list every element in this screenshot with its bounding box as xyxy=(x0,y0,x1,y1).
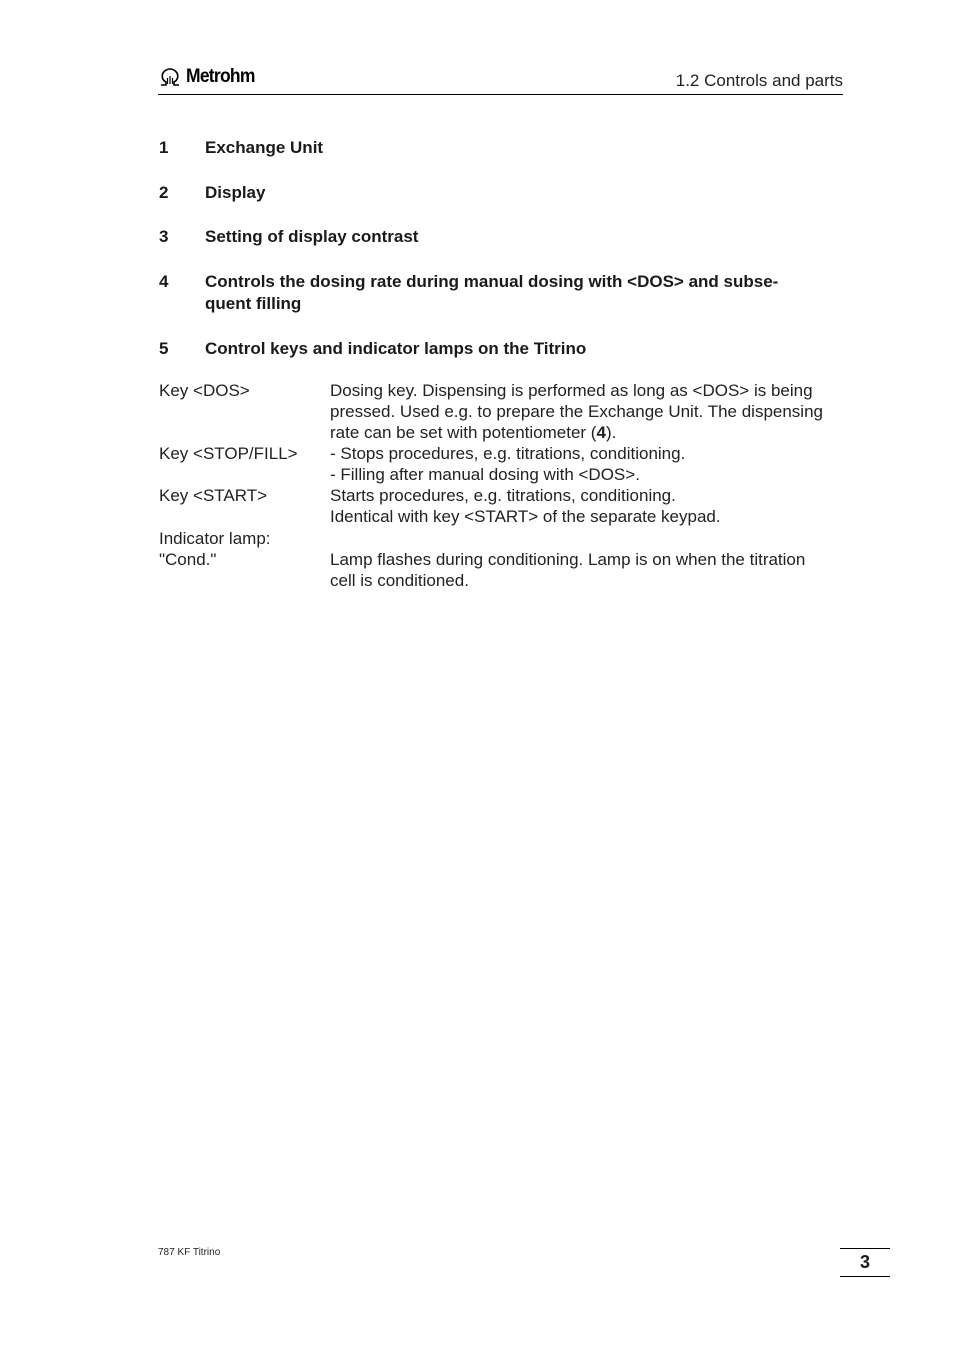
definition-row xyxy=(159,528,840,591)
description-text: ). xyxy=(605,423,617,442)
item-text: Setting of display contrast xyxy=(205,227,419,246)
definition-term: Key <START> xyxy=(159,486,268,505)
item-text: Exchange Unit xyxy=(205,138,324,157)
definition-term: Key <DOS> xyxy=(159,381,250,400)
section-title: 1.2 Controls and parts xyxy=(675,71,843,90)
description-line: pressed. Used e.g. to prepare the Exchange Unit. The dispensing xyxy=(330,402,823,421)
description-line: - Filling after manual dosing with <DOS>. xyxy=(330,465,640,484)
description-line xyxy=(330,422,840,443)
description-line: - Stops procedures, e.g. titrations, conditioning. xyxy=(330,444,686,463)
item-text: Display xyxy=(205,183,266,202)
term-line: "Cond." xyxy=(159,550,217,569)
omega-logo-icon xyxy=(158,67,182,87)
description-line: Dosing key. Dispensing is performed as long as <DOS> is being xyxy=(330,381,813,400)
definition-description xyxy=(330,443,840,485)
item-number: 1 xyxy=(159,138,169,157)
description-text: rate can be set with potentiometer ( xyxy=(330,423,597,442)
brand-logo xyxy=(158,66,261,88)
description-line: cell is conditioned. xyxy=(330,571,469,590)
item-text-line: Controls the dosing rate during manual dosing with <DOS> and subse- xyxy=(205,272,779,291)
definition-row xyxy=(159,485,840,527)
reference-number: 4 xyxy=(596,423,606,442)
definition-list xyxy=(159,380,840,591)
item-number: 5 xyxy=(159,339,169,358)
description-line: Identical with key <START> of the separate keypad. xyxy=(330,507,721,526)
definition-description xyxy=(330,485,840,527)
item-number: 3 xyxy=(159,227,169,246)
item-text-line: quent filling xyxy=(205,294,302,313)
definition-row xyxy=(159,443,840,485)
page-header xyxy=(158,66,843,95)
brand-name: Metrohm xyxy=(186,66,255,87)
definition-description xyxy=(330,528,840,591)
definition-row xyxy=(159,380,840,443)
item-text: Control keys and indicator lamps on the Titrino xyxy=(205,339,587,358)
item-number: 2 xyxy=(159,183,169,202)
footer-product: 787 KF Titrino xyxy=(158,1247,221,1258)
description-line: Lamp flashes during conditioning. Lamp is on when the titration xyxy=(330,550,806,569)
item-number: 4 xyxy=(159,272,169,291)
definition-term: Key <STOP/FILL> xyxy=(159,444,298,463)
definition-description xyxy=(330,380,840,443)
page-number: 3 xyxy=(840,1248,890,1277)
item-text xyxy=(205,271,825,315)
term-line: Indicator lamp: xyxy=(159,529,271,548)
description-line: Starts procedures, e.g. titrations, conditioning. xyxy=(330,486,676,505)
definition-term xyxy=(159,528,329,570)
